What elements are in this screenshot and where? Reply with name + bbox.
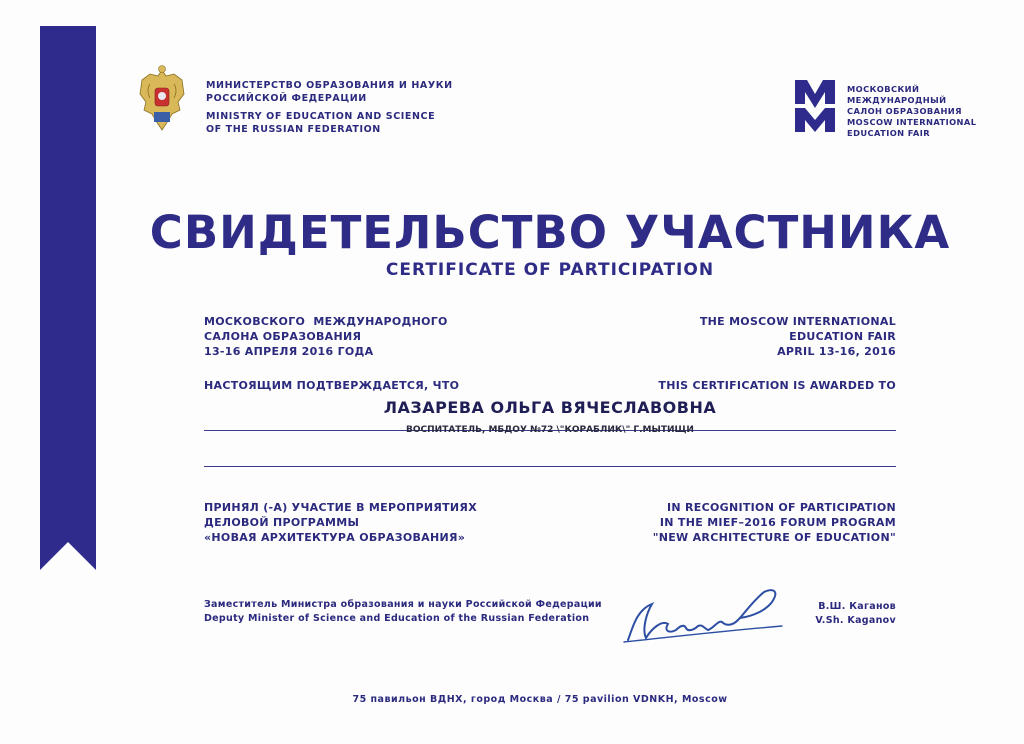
recognition-en-line1: IN RECOGNITION OF PARTICIPATION bbox=[666, 501, 896, 514]
title-english: CERTIFICATE OF PARTICIPATION bbox=[385, 260, 715, 280]
recognition-ru-line3: «НОВАЯ АРХИТЕКТУРА ОБРАЗОВАНИЯ» bbox=[204, 531, 466, 544]
recipient-position: ВОСПИТАТЕЛЬ, МБДОУ №72 \"КОРАБЛИК\" Г.МЫТИЩИ bbox=[406, 425, 694, 435]
signatory-title-en: Deputy Minister of Science and Education of the Russian Federation bbox=[204, 613, 590, 624]
mief-logo-icon bbox=[795, 80, 835, 132]
awarded-ru: НАСТОЯЩИМ ПОДТВЕРЖДАЕТСЯ, ЧТО bbox=[204, 379, 460, 392]
ministry-en-line1: MINISTRY OF EDUCATION AND SCIENCE bbox=[206, 111, 436, 122]
ribbon-bookmark-icon bbox=[40, 26, 96, 570]
recognition-en bbox=[653, 500, 896, 545]
signatory-name-ru: В.Ш. Каганов bbox=[818, 601, 896, 612]
recognition-en-line2: IN THE MIEF–2016 FORUM PROGRAM bbox=[659, 516, 896, 529]
recognition-en-line3: "NEW ARCHITECTURE OF EDUCATION" bbox=[652, 531, 896, 544]
ministry-header bbox=[136, 64, 453, 136]
signatory-title bbox=[204, 598, 602, 626]
signatory-title-ru: Заместитель Министра образования и науки Российской Федерации bbox=[204, 599, 602, 610]
divider-line bbox=[204, 466, 896, 467]
footer-address: 75 павильон ВДНХ, город Москва / 75 pavilion VDNKH, Moscow bbox=[352, 694, 728, 705]
fair-header bbox=[795, 80, 976, 139]
ministry-ru-line2: РОССИЙСКОЙ ФЕДЕРАЦИИ bbox=[206, 92, 367, 104]
fair-line4: MOSCOW INTERNATIONAL bbox=[847, 117, 977, 127]
fair-line1: МОСКОВСКИЙ bbox=[847, 84, 920, 94]
event-ru bbox=[204, 314, 448, 359]
fair-line3: САЛОН ОБРАЗОВАНИЯ bbox=[847, 106, 962, 116]
signatory-name bbox=[815, 600, 896, 628]
recipient-name: ЛАЗАРЕВА ОЛЬГА ВЯЧЕСЛАВОВНА bbox=[383, 398, 717, 417]
title-russian: СВИДЕТЕЛЬСТВО УЧАСТНИКА bbox=[149, 206, 951, 259]
event-ru-line1: МОСКОВСКОГО МЕЖДУНАРОДНОГО bbox=[204, 315, 448, 328]
coat-of-arms-icon bbox=[136, 64, 188, 134]
signatory-name-en: V.Sh. Kaganov bbox=[815, 615, 896, 626]
fair-line5: EDUCATION FAIR bbox=[847, 128, 931, 138]
event-en bbox=[700, 314, 896, 359]
event-ru-line3: 13-16 АПРЕЛЯ 2016 ГОДА bbox=[204, 345, 374, 358]
recognition-ru-line1: ПРИНЯЛ (-А) УЧАСТИЕ В МЕРОПРИЯТИЯХ bbox=[204, 501, 477, 514]
awarded-en: THIS CERTIFICATION IS AWARDED TO bbox=[658, 379, 896, 392]
event-en-line3: APRIL 13-16, 2016 bbox=[777, 345, 896, 358]
recognition-ru bbox=[204, 500, 477, 545]
handwritten-signature-icon bbox=[622, 580, 792, 650]
event-en-line2: EDUCATION FAIR bbox=[789, 330, 896, 343]
fair-line2: МЕЖДУНАРОДНЫЙ bbox=[847, 95, 947, 105]
event-ru-line2: САЛОНА ОБРАЗОВАНИЯ bbox=[204, 330, 362, 343]
recognition-ru-line2: ДЕЛОВОЙ ПРОГРАММЫ bbox=[204, 516, 360, 529]
ministry-en-line2: OF THE RUSSIAN FEDERATION bbox=[206, 123, 381, 135]
event-en-line1: THE MOSCOW INTERNATIONAL bbox=[699, 315, 896, 328]
ministry-ru-line1: МИНИСТЕРСТВО ОБРАЗОВАНИЯ И НАУКИ bbox=[206, 80, 453, 91]
